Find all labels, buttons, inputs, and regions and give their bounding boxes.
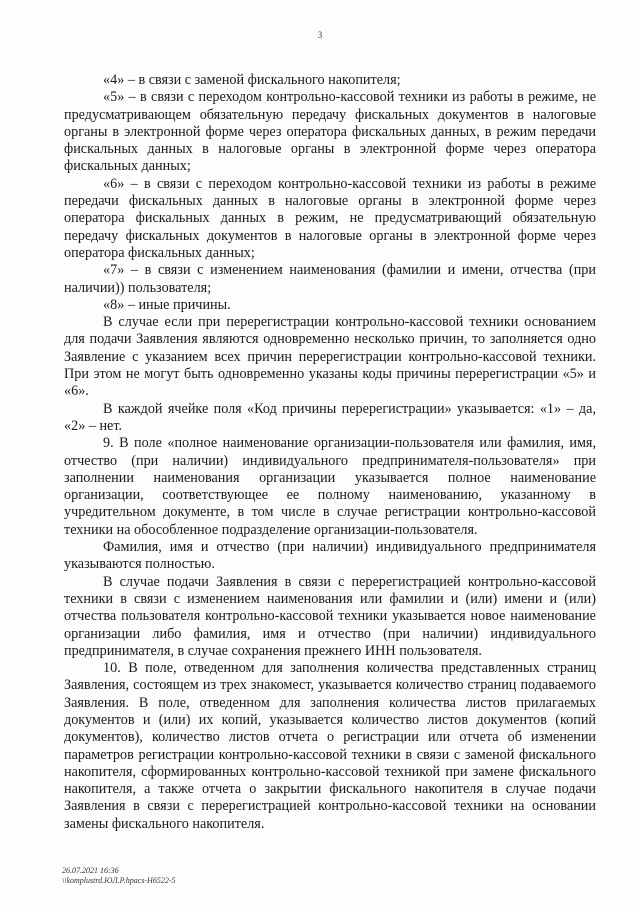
paragraph: В случае если при перерегистрации контрольно-кассовой техники основанием для подачи Заявления являются одновременно несколько причин, то заполняется одно Заявление с указанием всех причин перерегистрации контрольно-кассовой техники. При этом не могут быть одновременно указаны коды причины перерегистрации «5» и «6».	[64, 314, 596, 400]
paragraph: 9. В поле «полное наименование организации-пользователя или фамилия, имя, отчество (при наличии) индивидуального предпринимателя-пользователя» при заполнении наименования организации указывается полное наименование организации, соответствующее ее полному наименованию, указанному в учредительном документе, в том числе в случае регистрации контрольно-кассовой техники на обособленное подразделение организации-пользователя.	[64, 435, 596, 538]
paragraph: В случае подачи Заявления в связи с перерегистрацией контрольно-кассовой техники в связи с изменением наименования или фамилии и (или) имени и (или) отчества пользователя контрольно-кассовой техники указывается новое наименование организации либо фамилия, имя и отчество (при наличии) индивидуального предпринимателя, в случае сохранения прежнего ИНН пользователя.	[64, 573, 596, 659]
paragraph: 10. В поле, отведенном для заполнения количества представленных страниц Заявления, состоящем из трех знакомест, указывается количество страниц подаваемого Заявления. В поле, отведенном для заполнения количества листов прилагаемых документов и (или) их копий, указывается количество листов документов (копий документов), количество листов отчета о регистрации или отчета об изменении параметров регистрации контрольно-кассовой техники в связи с заменой фискального накопителя, сформированных контрольно-кассовой техникой при замене фискального накопителя, а также отчета о закрытии фискального накопителя в случае подачи Заявления в связи с перерегистрацией контрольно-кассовой техники на основании замены фискального накопителя.	[64, 660, 596, 832]
paragraph: Фамилия, имя и отчество (при наличии) индивидуального предпринимателя указываются полностью.	[64, 539, 596, 573]
paragraph: «5» – в связи с переходом контрольно-кассовой техники из работы в режиме, не предусматривающем обязательную передачу фискальных документов в налоговые органы в электронной форме через оператора фискальных данных, в режим передачи фискальных данных в налоговые органы в электронной форме через оператора фискальных данных;	[64, 89, 596, 175]
paragraph: В каждой ячейке поля «Код причины перерегистрации» указывается: «1» – да, «2» – нет.	[64, 400, 596, 434]
footer-path: \\komplustrd.ЮЛ.Р.hpacs-H6522-5	[62, 876, 176, 885]
paragraph: «6» – в связи с переходом контрольно-кассовой техники из работы в режиме передачи фискальных данных в налоговые органы в электронной форме через оператора фискальных данных в режим, не предусматривающий обязательную передачу фискальных документов в налоговые органы в электронной форме через оператора фискальных данных;	[64, 175, 596, 261]
paragraph: «4» – в связи с заменой фискального накопителя;	[103, 72, 401, 88]
document-footer	[62, 866, 175, 886]
page-number: 3	[317, 30, 323, 40]
paragraph: «8» – иные причины.	[103, 296, 231, 313]
paragraph: «7» – в связи с изменением наименования (фамилии и имени, отчества (при наличии)) пользователя;	[64, 262, 596, 296]
footer-date: 26.07.2021 16:36	[62, 866, 119, 875]
document-body	[64, 72, 596, 833]
